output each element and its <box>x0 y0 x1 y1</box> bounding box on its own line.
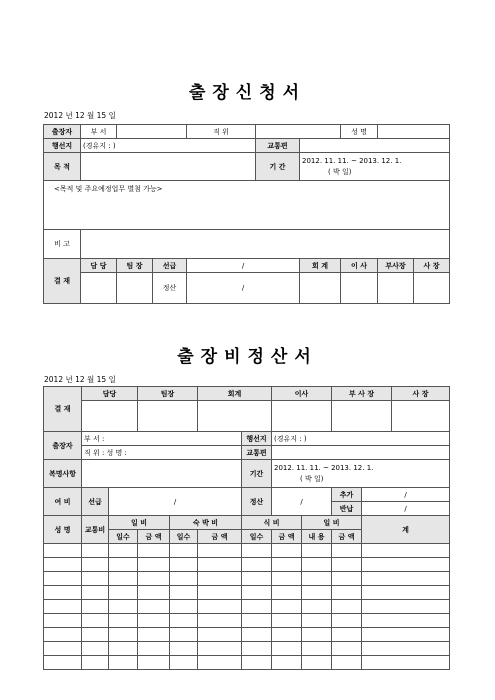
return-report-field[interactable] <box>82 460 242 488</box>
expense-cell[interactable] <box>82 586 109 600</box>
expense-cell[interactable] <box>332 558 362 572</box>
expense-cell[interactable] <box>332 586 362 600</box>
expense-cell[interactable] <box>362 600 450 614</box>
expense-cell[interactable] <box>109 586 138 600</box>
advance-field[interactable]: / <box>187 259 300 273</box>
meal-days-header: 일수 <box>242 530 272 544</box>
remarks-label: 비 고 <box>44 230 81 259</box>
expense-cell[interactable] <box>138 558 170 572</box>
table-row <box>44 656 450 670</box>
expense-cell[interactable] <box>170 600 198 614</box>
position-label: 직 위 <box>187 125 256 139</box>
expense-cell[interactable] <box>362 614 450 628</box>
expense-cell[interactable] <box>198 572 242 586</box>
misc-amount-header: 금 액 <box>332 530 362 544</box>
period-nights: ( 박 일) <box>328 167 352 176</box>
period-dates: 2012. 11. 11. ~ 2013. 12. 1. <box>302 156 402 165</box>
daily-days-header: 일수 <box>109 530 138 544</box>
president-header-2: 사 장 <box>392 387 450 401</box>
expense-cell[interactable] <box>198 586 242 600</box>
expense-cell[interactable] <box>82 656 109 670</box>
expense-cell[interactable] <box>44 600 82 614</box>
destination-label-2: 행선지 <box>242 432 272 446</box>
expense-cell[interactable] <box>82 544 109 558</box>
expense-cell[interactable] <box>362 642 450 656</box>
accounting-sign[interactable] <box>300 273 341 304</box>
transport-label: 교통편 <box>256 139 300 153</box>
settlement-field-2[interactable]: / <box>272 488 332 516</box>
expense-cell[interactable] <box>44 614 82 628</box>
expense-cell[interactable] <box>44 558 82 572</box>
expense-cell[interactable] <box>242 642 272 656</box>
table-row <box>44 628 450 642</box>
expense-cell[interactable] <box>302 628 332 642</box>
refund-label: 반납 <box>332 502 362 516</box>
total-col-header: 계 <box>362 516 450 544</box>
team-leader-header: 팀 장 <box>117 259 153 273</box>
expense-cell[interactable] <box>272 614 302 628</box>
expense-cell[interactable] <box>44 656 82 670</box>
approval-label: 결 재 <box>44 259 81 304</box>
table-row <box>44 600 450 614</box>
expense-cell[interactable] <box>302 558 332 572</box>
period-field[interactable] <box>300 153 450 181</box>
expense-cell[interactable] <box>242 572 272 586</box>
expense-cell[interactable] <box>44 628 82 642</box>
transport-field[interactable] <box>300 139 450 153</box>
expense-cell[interactable] <box>272 572 302 586</box>
settlement-field[interactable]: / <box>187 273 300 304</box>
expense-cell[interactable] <box>332 614 362 628</box>
expense-cell[interactable] <box>138 586 170 600</box>
period-nights-2: ( 박 일) <box>300 474 324 483</box>
expense-cell[interactable] <box>109 642 138 656</box>
purpose-detail-area[interactable]: <목적 및 주요예정업무 별첨 가능> <box>44 181 450 230</box>
expense-cell[interactable] <box>82 558 109 572</box>
expense-cell[interactable] <box>44 586 82 600</box>
president-sign-2[interactable] <box>392 401 450 432</box>
expense-cell[interactable] <box>138 544 170 558</box>
expense-cell[interactable] <box>362 558 450 572</box>
expense-cell[interactable] <box>82 614 109 628</box>
director-header-2: 이사 <box>272 387 332 401</box>
in-charge-header-2: 담당 <box>82 387 138 401</box>
team-leader-sign-2[interactable] <box>138 401 198 432</box>
expense-cell[interactable] <box>362 656 450 670</box>
team-leader-header-2: 팀장 <box>138 387 198 401</box>
in-charge-sign[interactable] <box>81 273 117 304</box>
expense-cell[interactable] <box>82 642 109 656</box>
accounting-header: 회 계 <box>300 259 341 273</box>
misc-content-header: 내 용 <box>302 530 332 544</box>
expense-cell[interactable] <box>170 656 198 670</box>
expense-cell[interactable] <box>170 628 198 642</box>
director-sign-2[interactable] <box>272 401 332 432</box>
expense-cell[interactable] <box>272 600 302 614</box>
expense-cell[interactable] <box>302 642 332 656</box>
period-label: 기 간 <box>256 153 300 181</box>
lodging-amount-header: 금 액 <box>198 530 242 544</box>
traveler-label-2: 출장자 <box>44 432 82 460</box>
expense-cell[interactable] <box>138 628 170 642</box>
transport-col-header: 교통비 <box>82 516 109 544</box>
in-charge-header: 담 당 <box>81 259 117 273</box>
expense-cell[interactable] <box>332 600 362 614</box>
expense-cell[interactable] <box>109 544 138 558</box>
expense-cell[interactable] <box>170 572 198 586</box>
advance-label-2: 선급 <box>82 488 109 516</box>
expense-cell[interactable] <box>362 572 450 586</box>
table-row <box>44 572 450 586</box>
expense-cell[interactable] <box>302 656 332 670</box>
name-col-header: 성 명 <box>44 516 82 544</box>
misc-col-header: 일 비 <box>302 516 362 530</box>
form2-date: 2012 년 12 월 15 일 <box>44 375 116 384</box>
expense-cell[interactable] <box>198 600 242 614</box>
advance-label: 선급 <box>153 259 187 273</box>
lodging-col-header: 숙 박 비 <box>170 516 242 530</box>
refund-field[interactable]: / <box>362 502 450 516</box>
period-field-2[interactable] <box>272 460 450 488</box>
expense-cell[interactable] <box>44 642 82 656</box>
deputy-header-2: 부 사 장 <box>332 387 392 401</box>
meal-amount-header: 금 액 <box>272 530 302 544</box>
expense-cell[interactable] <box>109 572 138 586</box>
destination-field-2[interactable]: (경유지 : ) <box>272 432 450 446</box>
dept-label: 부 서 <box>81 125 117 139</box>
expense-cell[interactable] <box>198 642 242 656</box>
expense-cell[interactable] <box>362 628 450 642</box>
expense-cell[interactable] <box>109 558 138 572</box>
expense-cell[interactable] <box>362 544 450 558</box>
form1-title: 출장신청서 <box>188 83 307 103</box>
expense-cell[interactable] <box>362 586 450 600</box>
traveler-label: 출장자 <box>44 125 81 139</box>
position-field[interactable] <box>256 125 341 139</box>
team-leader-sign[interactable] <box>117 273 153 304</box>
form1-date: 2012 년 12 월 15 일 <box>44 111 116 120</box>
destination-label: 행선지 <box>44 139 81 153</box>
expense-cell[interactable] <box>170 558 198 572</box>
expense-cell[interactable] <box>138 642 170 656</box>
expense-cell[interactable] <box>170 614 198 628</box>
accounting-sign-2[interactable] <box>198 401 272 432</box>
dept-field[interactable] <box>117 125 187 139</box>
settlement-label-2: 정산 <box>242 488 272 516</box>
purpose-label: 목 적 <box>44 153 81 181</box>
in-charge-sign-2[interactable] <box>82 401 138 432</box>
expense-cell[interactable] <box>272 656 302 670</box>
period-dates-2: 2012. 11. 11. ~ 2013. 12. 1. <box>274 463 374 472</box>
expense-cell[interactable] <box>272 558 302 572</box>
president-sign[interactable] <box>414 273 450 304</box>
daily-col-header: 일 비 <box>109 516 170 530</box>
accounting-header-2: 회계 <box>198 387 272 401</box>
table-row <box>44 558 450 572</box>
name-label: 성 명 <box>341 125 378 139</box>
expense-rows <box>44 544 450 670</box>
expense-cell[interactable] <box>82 628 109 642</box>
expense-cell[interactable] <box>242 558 272 572</box>
travel-expense-label: 여 비 <box>44 488 82 516</box>
expense-cell[interactable] <box>332 642 362 656</box>
expense-cell[interactable] <box>198 628 242 642</box>
table-row <box>44 642 450 656</box>
expense-cell[interactable] <box>138 656 170 670</box>
expense-cell[interactable] <box>109 614 138 628</box>
deputy-sign[interactable] <box>378 273 414 304</box>
additional-field[interactable]: / <box>362 488 450 502</box>
expense-cell[interactable] <box>332 572 362 586</box>
period-label-2: 기간 <box>242 460 272 488</box>
destination-field[interactable]: (경유지 : ) <box>81 139 256 153</box>
meal-col-header: 식 비 <box>242 516 302 530</box>
expense-cell[interactable] <box>170 586 198 600</box>
transport-field-2[interactable] <box>272 446 450 460</box>
expense-cell[interactable] <box>302 586 332 600</box>
expense-cell[interactable] <box>198 656 242 670</box>
settlement-label: 정산 <box>153 273 187 304</box>
expense-cell[interactable] <box>242 600 272 614</box>
expense-cell[interactable] <box>138 614 170 628</box>
expense-cell[interactable] <box>332 544 362 558</box>
position-name-field-2[interactable]: 직 위 : 성 명 : <box>82 446 242 460</box>
daily-amount-header: 금 액 <box>138 530 170 544</box>
transport-label-2: 교통편 <box>242 446 272 460</box>
expense-cell[interactable] <box>109 656 138 670</box>
expense-cell[interactable] <box>272 642 302 656</box>
expense-cell[interactable] <box>302 544 332 558</box>
deputy-header: 부사장 <box>378 259 414 273</box>
expense-cell[interactable] <box>242 628 272 642</box>
expense-cell[interactable] <box>332 628 362 642</box>
expense-cell[interactable] <box>170 642 198 656</box>
lodging-days-header: 일수 <box>170 530 198 544</box>
expense-cell[interactable] <box>44 544 82 558</box>
director-sign[interactable] <box>341 273 378 304</box>
table-row <box>44 544 450 558</box>
application-table <box>43 124 450 304</box>
expense-cell[interactable] <box>44 572 82 586</box>
president-header: 사 장 <box>414 259 450 273</box>
expense-cell[interactable] <box>272 544 302 558</box>
expense-cell[interactable] <box>242 614 272 628</box>
expense-cell[interactable] <box>198 614 242 628</box>
approval-label-2: 결 재 <box>44 387 82 432</box>
settlement-table <box>43 386 450 670</box>
additional-label: 추가 <box>332 488 362 502</box>
expense-cell[interactable] <box>272 586 302 600</box>
name-field[interactable] <box>378 125 450 139</box>
expense-cell[interactable] <box>198 558 242 572</box>
expense-cell[interactable] <box>302 614 332 628</box>
expense-cell[interactable] <box>138 600 170 614</box>
expense-cell[interactable] <box>109 600 138 614</box>
form2-title: 출장비정산서 <box>177 347 318 367</box>
remarks-field[interactable] <box>81 230 450 259</box>
expense-cell[interactable] <box>302 600 332 614</box>
expense-cell[interactable] <box>82 600 109 614</box>
advance-field-2[interactable]: / <box>109 488 242 516</box>
expense-cell[interactable] <box>109 628 138 642</box>
expense-cell[interactable] <box>302 572 332 586</box>
expense-cell[interactable] <box>242 656 272 670</box>
expense-cell[interactable] <box>198 544 242 558</box>
deputy-sign-2[interactable] <box>332 401 392 432</box>
dept-field-2[interactable]: 부 서 : <box>82 432 242 446</box>
table-row <box>44 614 450 628</box>
table-row <box>44 586 450 600</box>
director-header: 이 사 <box>341 259 378 273</box>
expense-cell[interactable] <box>242 586 272 600</box>
expense-cell[interactable] <box>82 572 109 586</box>
expense-cell[interactable] <box>170 544 198 558</box>
expense-cell[interactable] <box>272 628 302 642</box>
return-report-label: 복명사항 <box>44 460 82 488</box>
expense-cell[interactable] <box>242 544 272 558</box>
expense-cell[interactable] <box>138 572 170 586</box>
expense-cell[interactable] <box>332 656 362 670</box>
purpose-field[interactable] <box>81 153 256 181</box>
